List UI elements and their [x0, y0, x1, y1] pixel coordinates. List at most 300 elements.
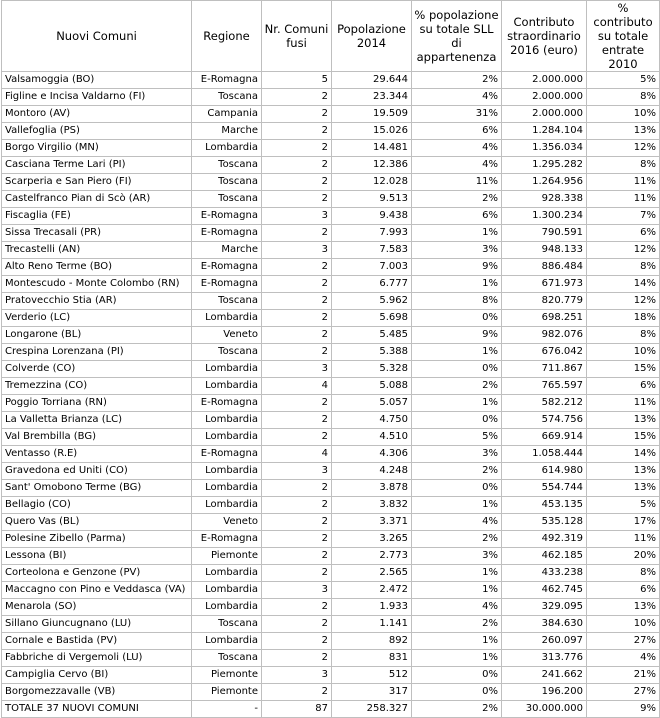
cell-contributo: 30.000.000	[502, 701, 587, 718]
cell-pct-popolazione: 1%	[412, 650, 502, 667]
cell-nr-comuni: 2	[262, 395, 332, 412]
cell-contributo: 462.745	[502, 582, 587, 599]
cell-nr-comuni: 2	[262, 174, 332, 191]
cell-regione: E-Romagna	[192, 446, 262, 463]
cell-pct-contributo: 6%	[587, 225, 660, 242]
cell-comune: Scarperia e San Piero (FI)	[2, 174, 192, 191]
cell-nr-comuni: 2	[262, 531, 332, 548]
cell-comune: Vallefoglia (PS)	[2, 123, 192, 140]
cell-regione: Toscana	[192, 174, 262, 191]
table-row	[2, 378, 660, 395]
cell-regione: Piemonte	[192, 667, 262, 684]
cell-contributo: 1.300.234	[502, 208, 587, 225]
comuni-table	[1, 0, 660, 718]
cell-pct-contributo: 5%	[587, 497, 660, 514]
cell-pct-popolazione: 6%	[412, 208, 502, 225]
cell-regione: Lombardia	[192, 361, 262, 378]
cell-pct-popolazione: 4%	[412, 157, 502, 174]
cell-comune: Fiscaglia (FE)	[2, 208, 192, 225]
cell-popolazione: 5.388	[332, 344, 412, 361]
cell-popolazione: 5.328	[332, 361, 412, 378]
table-row	[2, 89, 660, 106]
cell-comune: Alto Reno Terme (BO)	[2, 259, 192, 276]
cell-popolazione: 14.481	[332, 140, 412, 157]
cell-regione: Marche	[192, 242, 262, 259]
cell-pct-contributo: 13%	[587, 412, 660, 429]
table-row	[2, 582, 660, 599]
cell-pct-popolazione: 1%	[412, 497, 502, 514]
cell-pct-popolazione: 11%	[412, 174, 502, 191]
cell-contributo: 928.338	[502, 191, 587, 208]
cell-popolazione: 5.485	[332, 327, 412, 344]
cell-nr-comuni: 2	[262, 650, 332, 667]
cell-nr-comuni: 5	[262, 72, 332, 89]
cell-pct-popolazione: 3%	[412, 446, 502, 463]
cell-popolazione: 5.057	[332, 395, 412, 412]
cell-pct-popolazione: 3%	[412, 548, 502, 565]
cell-comune: Montescudo - Monte Colombo (RN)	[2, 276, 192, 293]
cell-pct-popolazione: 0%	[412, 412, 502, 429]
cell-contributo: 790.591	[502, 225, 587, 242]
cell-comune: La Valletta Brianza (LC)	[2, 412, 192, 429]
cell-pct-popolazione: 4%	[412, 514, 502, 531]
cell-pct-contributo: 6%	[587, 378, 660, 395]
cell-pct-contributo: 12%	[587, 242, 660, 259]
cell-pct-popolazione: 2%	[412, 701, 502, 718]
cell-nr-comuni: 2	[262, 684, 332, 701]
cell-popolazione: 19.509	[332, 106, 412, 123]
cell-contributo: 492.319	[502, 531, 587, 548]
table-row	[2, 463, 660, 480]
cell-pct-contributo: 5%	[587, 72, 660, 89]
cell-regione: Lombardia	[192, 497, 262, 514]
table-row	[2, 616, 660, 633]
cell-nr-comuni: 87	[262, 701, 332, 718]
cell-comune: Campiglia Cervo (BI)	[2, 667, 192, 684]
cell-pct-contributo: 11%	[587, 191, 660, 208]
cell-pct-popolazione: 0%	[412, 361, 502, 378]
cell-contributo: 554.744	[502, 480, 587, 497]
table-row	[2, 310, 660, 327]
cell-pct-contributo: 14%	[587, 276, 660, 293]
cell-nr-comuni: 2	[262, 327, 332, 344]
table-row	[2, 667, 660, 684]
cell-pct-contributo: 13%	[587, 463, 660, 480]
cell-popolazione: 2.472	[332, 582, 412, 599]
cell-pct-contributo: 6%	[587, 582, 660, 599]
cell-contributo: 886.484	[502, 259, 587, 276]
cell-pct-contributo: 13%	[587, 480, 660, 497]
cell-pct-popolazione: 0%	[412, 684, 502, 701]
table-row	[2, 242, 660, 259]
cell-comune: Valsamoggia (BO)	[2, 72, 192, 89]
cell-popolazione: 3.371	[332, 514, 412, 531]
cell-pct-contributo: 27%	[587, 633, 660, 650]
cell-popolazione: 5.698	[332, 310, 412, 327]
cell-contributo: 462.185	[502, 548, 587, 565]
cell-contributo: 535.128	[502, 514, 587, 531]
table-row	[2, 344, 660, 361]
cell-contributo: 1.295.282	[502, 157, 587, 174]
cell-nr-comuni: 3	[262, 361, 332, 378]
cell-pct-popolazione: 6%	[412, 123, 502, 140]
cell-contributo: 260.097	[502, 633, 587, 650]
cell-pct-contributo: 27%	[587, 684, 660, 701]
cell-pct-contributo: 8%	[587, 259, 660, 276]
header-contributo: Contributo straordinario 2016 (euro)	[502, 1, 587, 72]
cell-pct-popolazione: 2%	[412, 531, 502, 548]
cell-nr-comuni: 3	[262, 242, 332, 259]
cell-popolazione: 9.438	[332, 208, 412, 225]
cell-comune: Figline e Incisa Valdarno (FI)	[2, 89, 192, 106]
cell-pct-popolazione: 2%	[412, 616, 502, 633]
cell-pct-popolazione: 9%	[412, 327, 502, 344]
cell-pct-popolazione: 1%	[412, 582, 502, 599]
cell-regione: E-Romagna	[192, 276, 262, 293]
cell-nr-comuni: 2	[262, 106, 332, 123]
cell-comune: Longarone (BL)	[2, 327, 192, 344]
cell-contributo: 614.980	[502, 463, 587, 480]
cell-popolazione: 317	[332, 684, 412, 701]
cell-regione: Veneto	[192, 514, 262, 531]
cell-comune: Sissa Trecasali (PR)	[2, 225, 192, 242]
cell-regione: Lombardia	[192, 480, 262, 497]
cell-nr-comuni: 2	[262, 429, 332, 446]
table-row	[2, 548, 660, 565]
header-regione: Regione	[192, 1, 262, 72]
cell-nr-comuni: 2	[262, 259, 332, 276]
cell-regione: Toscana	[192, 293, 262, 310]
cell-comune: TOTALE 37 NUOVI COMUNI	[2, 701, 192, 718]
cell-regione: Toscana	[192, 616, 262, 633]
cell-nr-comuni: 2	[262, 225, 332, 242]
cell-contributo: 2.000.000	[502, 89, 587, 106]
cell-pct-contributo: 11%	[587, 174, 660, 191]
table-row	[2, 429, 660, 446]
cell-comune: Tremezzina (CO)	[2, 378, 192, 395]
cell-regione: Lombardia	[192, 565, 262, 582]
cell-comune: Sillano Giuncugnano (LU)	[2, 616, 192, 633]
cell-contributo: 820.779	[502, 293, 587, 310]
cell-pct-contributo: 13%	[587, 599, 660, 616]
cell-nr-comuni: 2	[262, 548, 332, 565]
cell-regione: E-Romagna	[192, 225, 262, 242]
cell-comune: Trecastelli (AN)	[2, 242, 192, 259]
cell-contributo: 1.058.444	[502, 446, 587, 463]
cell-nr-comuni: 2	[262, 565, 332, 582]
cell-pct-popolazione: 1%	[412, 225, 502, 242]
cell-regione: Lombardia	[192, 599, 262, 616]
cell-pct-contributo: 10%	[587, 106, 660, 123]
cell-popolazione: 831	[332, 650, 412, 667]
cell-regione: E-Romagna	[192, 259, 262, 276]
cell-comune: Crespina Lorenzana (PI)	[2, 344, 192, 361]
cell-regione: Toscana	[192, 650, 262, 667]
cell-regione: Lombardia	[192, 140, 262, 157]
cell-comune: Lessona (BI)	[2, 548, 192, 565]
cell-comune: Pratovecchio Stia (AR)	[2, 293, 192, 310]
table-row	[2, 191, 660, 208]
table-body	[2, 72, 660, 718]
cell-regione: E-Romagna	[192, 208, 262, 225]
cell-comune: Quero Vas (BL)	[2, 514, 192, 531]
cell-pct-popolazione: 1%	[412, 344, 502, 361]
cell-nr-comuni: 3	[262, 667, 332, 684]
table-row	[2, 633, 660, 650]
cell-nr-comuni: 2	[262, 616, 332, 633]
cell-nr-comuni: 3	[262, 463, 332, 480]
cell-pct-popolazione: 1%	[412, 395, 502, 412]
cell-pct-contributo: 11%	[587, 531, 660, 548]
cell-comune: Gravedona ed Uniti (CO)	[2, 463, 192, 480]
table-row	[2, 599, 660, 616]
table-row	[2, 140, 660, 157]
cell-pct-popolazione: 0%	[412, 310, 502, 327]
cell-popolazione: 892	[332, 633, 412, 650]
cell-nr-comuni: 2	[262, 157, 332, 174]
cell-regione: Campania	[192, 106, 262, 123]
cell-popolazione: 3.265	[332, 531, 412, 548]
cell-pct-contributo: 10%	[587, 344, 660, 361]
cell-popolazione: 5.962	[332, 293, 412, 310]
cell-nr-comuni: 2	[262, 123, 332, 140]
cell-pct-popolazione: 3%	[412, 242, 502, 259]
cell-popolazione: 4.306	[332, 446, 412, 463]
table-row	[2, 412, 660, 429]
cell-pct-popolazione: 5%	[412, 429, 502, 446]
cell-pct-popolazione: 2%	[412, 191, 502, 208]
table-row	[2, 514, 660, 531]
table-row	[2, 327, 660, 344]
cell-regione: E-Romagna	[192, 395, 262, 412]
table-row	[2, 174, 660, 191]
cell-pct-contributo: 8%	[587, 327, 660, 344]
cell-contributo: 384.630	[502, 616, 587, 633]
cell-popolazione: 2.773	[332, 548, 412, 565]
cell-popolazione: 4.248	[332, 463, 412, 480]
cell-pct-popolazione: 4%	[412, 599, 502, 616]
cell-popolazione: 15.026	[332, 123, 412, 140]
cell-pct-popolazione: 31%	[412, 106, 502, 123]
cell-comune: Val Brembilla (BG)	[2, 429, 192, 446]
cell-nr-comuni: 2	[262, 191, 332, 208]
cell-regione: Toscana	[192, 89, 262, 106]
cell-contributo: 698.251	[502, 310, 587, 327]
cell-pct-popolazione: 1%	[412, 276, 502, 293]
cell-contributo: 574.756	[502, 412, 587, 429]
cell-popolazione: 23.344	[332, 89, 412, 106]
cell-popolazione: 4.510	[332, 429, 412, 446]
cell-nr-comuni: 2	[262, 412, 332, 429]
cell-pct-contributo: 8%	[587, 565, 660, 582]
cell-contributo: 2.000.000	[502, 72, 587, 89]
cell-pct-popolazione: 9%	[412, 259, 502, 276]
cell-contributo: 313.776	[502, 650, 587, 667]
cell-contributo: 948.133	[502, 242, 587, 259]
header-nr-comuni: Nr. Comuni fusi	[262, 1, 332, 72]
cell-comune: Casciana Terme Lari (PI)	[2, 157, 192, 174]
cell-pct-contributo: 12%	[587, 293, 660, 310]
cell-contributo: 329.095	[502, 599, 587, 616]
header-comune: Nuovi Comuni	[2, 1, 192, 72]
cell-contributo: 241.662	[502, 667, 587, 684]
cell-regione: Lombardia	[192, 310, 262, 327]
table-row	[2, 293, 660, 310]
cell-nr-comuni: 4	[262, 446, 332, 463]
cell-regione: Veneto	[192, 327, 262, 344]
cell-nr-comuni: 2	[262, 344, 332, 361]
cell-pct-popolazione: 0%	[412, 480, 502, 497]
cell-pct-popolazione: 2%	[412, 378, 502, 395]
cell-popolazione: 12.386	[332, 157, 412, 174]
cell-nr-comuni: 2	[262, 514, 332, 531]
cell-regione: Lombardia	[192, 633, 262, 650]
cell-contributo: 196.200	[502, 684, 587, 701]
cell-pct-contributo: 20%	[587, 548, 660, 565]
table-header	[2, 1, 660, 72]
cell-nr-comuni: 2	[262, 293, 332, 310]
table-row	[2, 446, 660, 463]
table-row	[2, 259, 660, 276]
cell-popolazione: 7.003	[332, 259, 412, 276]
cell-regione: Lombardia	[192, 463, 262, 480]
cell-pct-contributo: 21%	[587, 667, 660, 684]
cell-popolazione: 7.993	[332, 225, 412, 242]
header-popolazione: Popolazione 2014	[332, 1, 412, 72]
table-row	[2, 157, 660, 174]
cell-comune: Borgo Virgilio (MN)	[2, 140, 192, 157]
cell-pct-popolazione: 8%	[412, 293, 502, 310]
cell-popolazione: 258.327	[332, 701, 412, 718]
cell-comune: Bellagio (CO)	[2, 497, 192, 514]
cell-comune: Cornale e Bastida (PV)	[2, 633, 192, 650]
cell-contributo: 1.356.034	[502, 140, 587, 157]
table-row	[2, 395, 660, 412]
cell-contributo: 1.284.104	[502, 123, 587, 140]
cell-pct-contributo: 8%	[587, 157, 660, 174]
cell-popolazione: 1.141	[332, 616, 412, 633]
cell-pct-contributo: 8%	[587, 89, 660, 106]
cell-pct-popolazione: 1%	[412, 633, 502, 650]
cell-comune: Ventasso (R.E)	[2, 446, 192, 463]
cell-contributo: 676.042	[502, 344, 587, 361]
cell-contributo: 433.238	[502, 565, 587, 582]
header-pct-popolazione: % popolazione su totale SLL di appartenenza	[412, 1, 502, 72]
cell-regione: Lombardia	[192, 412, 262, 429]
cell-contributo: 1.264.956	[502, 174, 587, 191]
cell-regione: Piemonte	[192, 548, 262, 565]
table-row	[2, 123, 660, 140]
table-row	[2, 531, 660, 548]
table-row	[2, 480, 660, 497]
cell-pct-popolazione: 4%	[412, 140, 502, 157]
cell-regione: Lombardia	[192, 378, 262, 395]
cell-pct-contributo: 11%	[587, 395, 660, 412]
table-row	[2, 497, 660, 514]
cell-comune: Colverde (CO)	[2, 361, 192, 378]
cell-nr-comuni: 3	[262, 208, 332, 225]
cell-contributo: 669.914	[502, 429, 587, 446]
cell-comune: Maccagno con Pino e Veddasca (VA)	[2, 582, 192, 599]
cell-nr-comuni: 4	[262, 378, 332, 395]
total-row	[2, 701, 660, 718]
cell-regione: Marche	[192, 123, 262, 140]
table-row	[2, 565, 660, 582]
cell-comune: Castelfranco Pian di Scò (AR)	[2, 191, 192, 208]
cell-contributo: 765.597	[502, 378, 587, 395]
cell-regione: Toscana	[192, 191, 262, 208]
cell-regione: Toscana	[192, 344, 262, 361]
cell-popolazione: 7.583	[332, 242, 412, 259]
cell-regione: Toscana	[192, 157, 262, 174]
table-row	[2, 106, 660, 123]
cell-pct-contributo: 15%	[587, 429, 660, 446]
cell-comune: Poggio Torriana (RN)	[2, 395, 192, 412]
cell-popolazione: 9.513	[332, 191, 412, 208]
cell-contributo: 982.076	[502, 327, 587, 344]
cell-comune: Menarola (SO)	[2, 599, 192, 616]
cell-popolazione: 2.565	[332, 565, 412, 582]
cell-nr-comuni: 2	[262, 276, 332, 293]
table-row	[2, 276, 660, 293]
cell-popolazione: 12.028	[332, 174, 412, 191]
cell-pct-popolazione: 2%	[412, 72, 502, 89]
cell-nr-comuni: 2	[262, 633, 332, 650]
cell-regione: Lombardia	[192, 429, 262, 446]
table-row	[2, 361, 660, 378]
table-row	[2, 650, 660, 667]
cell-pct-contributo: 4%	[587, 650, 660, 667]
cell-contributo: 2.000.000	[502, 106, 587, 123]
cell-pct-contributo: 17%	[587, 514, 660, 531]
cell-regione: E-Romagna	[192, 72, 262, 89]
cell-popolazione: 512	[332, 667, 412, 684]
cell-comune: Sant' Omobono Terme (BG)	[2, 480, 192, 497]
cell-contributo: 711.867	[502, 361, 587, 378]
cell-popolazione: 1.933	[332, 599, 412, 616]
cell-pct-popolazione: 1%	[412, 565, 502, 582]
header-row	[2, 1, 660, 72]
cell-pct-contributo: 7%	[587, 208, 660, 225]
cell-contributo: 453.135	[502, 497, 587, 514]
cell-pct-contributo: 15%	[587, 361, 660, 378]
cell-pct-popolazione: 2%	[412, 463, 502, 480]
table-row	[2, 225, 660, 242]
cell-comune: Borgomezzavalle (VB)	[2, 684, 192, 701]
cell-comune: Corteolona e Genzone (PV)	[2, 565, 192, 582]
cell-nr-comuni: 2	[262, 310, 332, 327]
table-row	[2, 208, 660, 225]
cell-nr-comuni: 2	[262, 480, 332, 497]
cell-comune: Polesine Zibello (Parma)	[2, 531, 192, 548]
cell-nr-comuni: 2	[262, 599, 332, 616]
cell-regione: E-Romagna	[192, 531, 262, 548]
cell-pct-contributo: 9%	[587, 701, 660, 718]
cell-comune: Fabbriche di Vergemoli (LU)	[2, 650, 192, 667]
cell-pct-contributo: 14%	[587, 446, 660, 463]
cell-comune: Montoro (AV)	[2, 106, 192, 123]
cell-popolazione: 29.644	[332, 72, 412, 89]
cell-nr-comuni: 2	[262, 89, 332, 106]
cell-popolazione: 6.777	[332, 276, 412, 293]
cell-pct-popolazione: 0%	[412, 667, 502, 684]
cell-pct-contributo: 13%	[587, 123, 660, 140]
cell-comune: Verderio (LC)	[2, 310, 192, 327]
cell-popolazione: 5.088	[332, 378, 412, 395]
cell-contributo: 582.212	[502, 395, 587, 412]
cell-nr-comuni: 2	[262, 140, 332, 157]
cell-pct-contributo: 18%	[587, 310, 660, 327]
